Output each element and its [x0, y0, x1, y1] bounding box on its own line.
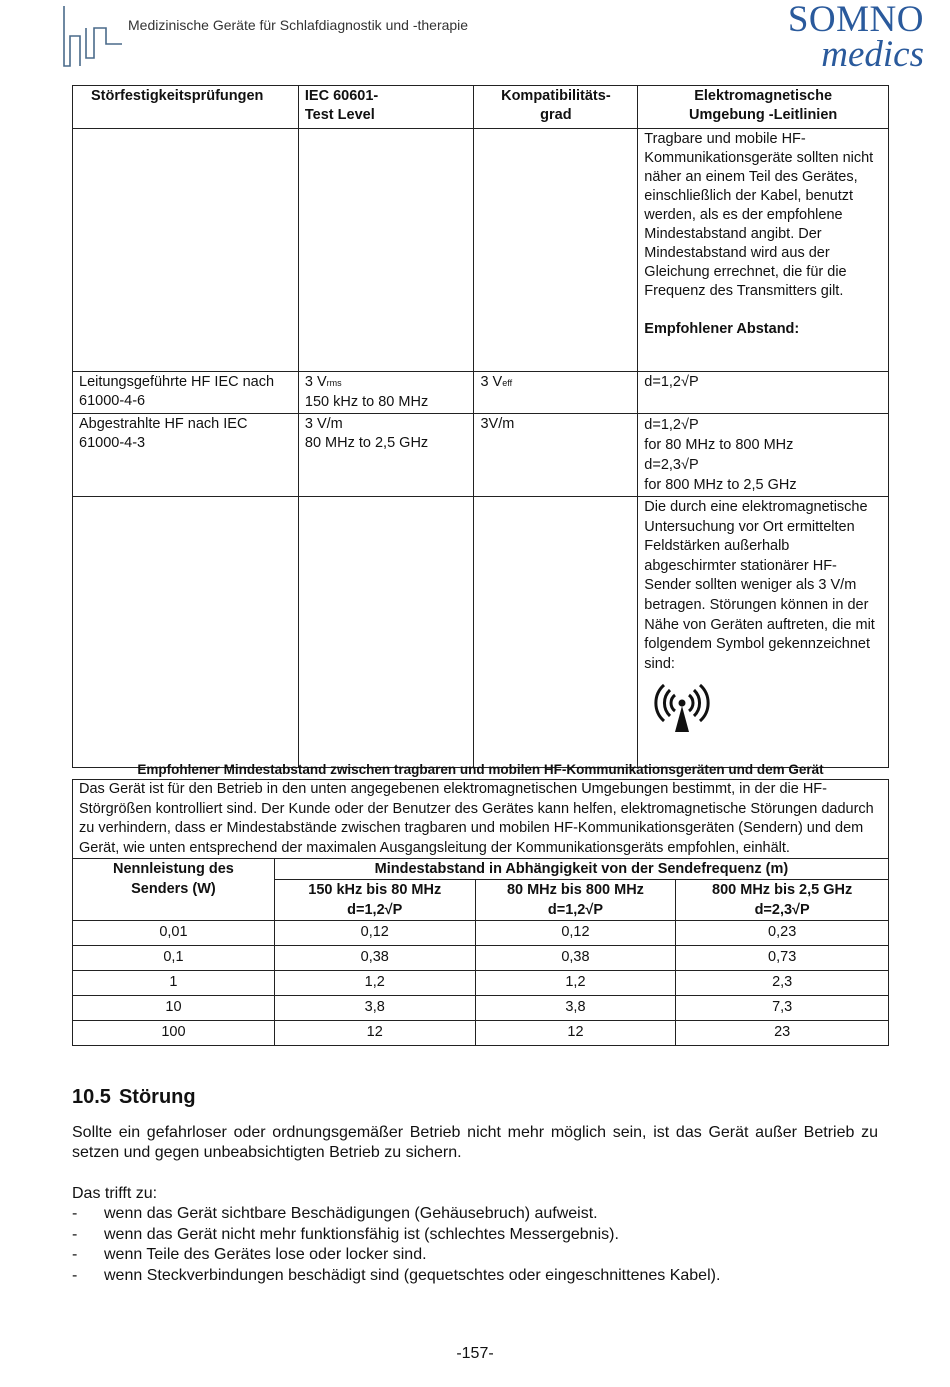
- radiated-rf-compliance: 3V/m: [474, 414, 638, 497]
- table-row: [73, 129, 889, 372]
- page-header: [0, 0, 950, 76]
- radiated-rf-test: Abgestrahlte HF nach IEC 61000-4-3: [73, 414, 299, 497]
- table-row: [73, 372, 889, 414]
- table-row: 0,01 0,12 0,12 0,23: [73, 921, 889, 946]
- conducted-rf-guidance: d=1,2√P: [638, 372, 889, 414]
- table-row: [73, 497, 889, 768]
- list-item: - wenn Teile des Gerätes lose oder locker sind.: [72, 1246, 427, 1263]
- header-band-2: 80 MHz bis 800 MHz d=1,2√P: [475, 880, 676, 921]
- separation-distance-table: [72, 779, 889, 1046]
- intro-guidance-text: Tragbare und mobile HF-Kommunikationsgeräte sollten nicht näher an einem Teil des Gerätes, einschließlich der Kabel, benutzt werden, als es der empfohlene Mindestabstand angibt. Der Mindestabstand wird aus der Gleichung errechnet, die für die Frequenz des Transmitters gilt.: [644, 131, 874, 299]
- header-environment-guidance: Elektromagnetische Umgebung -Leitlinien: [638, 86, 889, 129]
- condition-list: [72, 1204, 720, 1286]
- header-separation-group: Mindestabstand in Abhängigkeit von der Sendefrequenz (m): [274, 859, 888, 880]
- radiated-rf-level: 3 V/m 80 MHz to 2,5 GHz: [298, 414, 474, 497]
- conducted-rf-compliance: 3 Veff: [474, 372, 638, 414]
- table-row: 1 1,2 1,2 2,3: [73, 971, 889, 996]
- header-tagline: Medizinische Geräte für Schlafdiagnostik und -therapie: [128, 17, 469, 33]
- recommended-distance-label: Empfohlener Abstand:: [644, 321, 800, 337]
- section-heading: 10.5 Störung: [72, 1086, 196, 1108]
- emc-immunity-table: [72, 85, 889, 768]
- header-band-1: 150 kHz bis 80 MHz d=1,2√P: [274, 880, 475, 921]
- header-immunity-test: Störfestigkeitsprüfungen: [73, 86, 299, 129]
- table-row: [73, 414, 889, 497]
- brand-line2: medics: [821, 34, 924, 76]
- brand-line1: SOMNO: [787, 0, 924, 40]
- separation-table-caption: Empfohlener Mindestabstand zwischen tragbaren und mobilen HF-Kommunikationsgeräten und dem Gerät: [137, 762, 824, 777]
- table-row: 10 3,8 3,8 7,3: [73, 996, 889, 1021]
- outro-guidance-text: Die durch eine elektromagnetische Untersuchung vor Ort ermittelten Feldstärken außerhalb abgeschirmter stationärer HF-Sender sollten weniger als 3 V/m betragen. Störungen können in der Nähe von Geräten auftreten, die mit folgendem Symbol gekennzeichnet sind:: [644, 499, 875, 672]
- header-test-level: IEC 60601- Test Level: [298, 86, 474, 129]
- page-number: -157-: [456, 1345, 494, 1362]
- somnomedics-logo-icon: [62, 6, 126, 68]
- list-lead: Das trifft zu:: [72, 1185, 158, 1202]
- list-item: - wenn das Gerät nicht mehr funktionsfähig ist (schlechtes Messergebnis).: [72, 1225, 619, 1243]
- non-ionizing-radiation-icon: [650, 682, 714, 736]
- header-band-3: 800 MHz bis 2,5 GHz d=2,3√P: [676, 880, 889, 921]
- separation-intro: Das Gerät ist für den Betrieb in den unten angegebenen elektromagnetischen Umgebungen bestimmt, in der die HF-Störgrößen kontrolliert sind. Der Kunde oder der Benutzer des Gerätes kann helfen, elektromagnetische Störungen dadurch zu verhindern, dass er Mindestabstände zwischen tragbaren und mobilen HF-Kommunikationsgeräten (Sendern) und dem Gerät, wie unten entsprechend der maximalen Ausgangsleitung der Kommunikationsgeräts empfohlen, einhält.: [73, 780, 889, 859]
- list-item: - wenn Steckverbindungen beschädigt sind (gequetschtes oder eingeschnittenes Kabel).: [72, 1266, 721, 1284]
- table-header-row: [73, 86, 889, 129]
- header-compliance-level: Kompatibilitäts- grad: [474, 86, 638, 129]
- conducted-rf-level: 3 Vrms 150 kHz to 80 MHz: [298, 372, 474, 414]
- section-paragraph: Sollte ein gefahrloser oder ordnungsgemäßer Betrieb nicht mehr möglich sein, ist das Gerät außer Betrieb zu setzen und gegen unbeabsichtigten Betrieb zu sichern.: [72, 1124, 878, 1161]
- header-rated-power: Nennleistung des Senders (W): [73, 859, 275, 921]
- table-row: 0,1 0,38 0,38 0,73: [73, 946, 889, 971]
- list-item: - wenn das Gerät sichtbare Beschädigungen (Gehäusebruch) aufweist.: [72, 1205, 598, 1222]
- conducted-rf-test: Leitungsgeführte HF IEC nach 61000-4-6: [73, 372, 299, 414]
- table-row: 100 12 12 23: [73, 1021, 889, 1046]
- brand-logo: [787, 0, 924, 76]
- radiated-rf-guidance: d=1,2√P for 80 MHz to 800 MHz d=2,3√P for 800 MHz to 2,5 GHz: [638, 414, 889, 497]
